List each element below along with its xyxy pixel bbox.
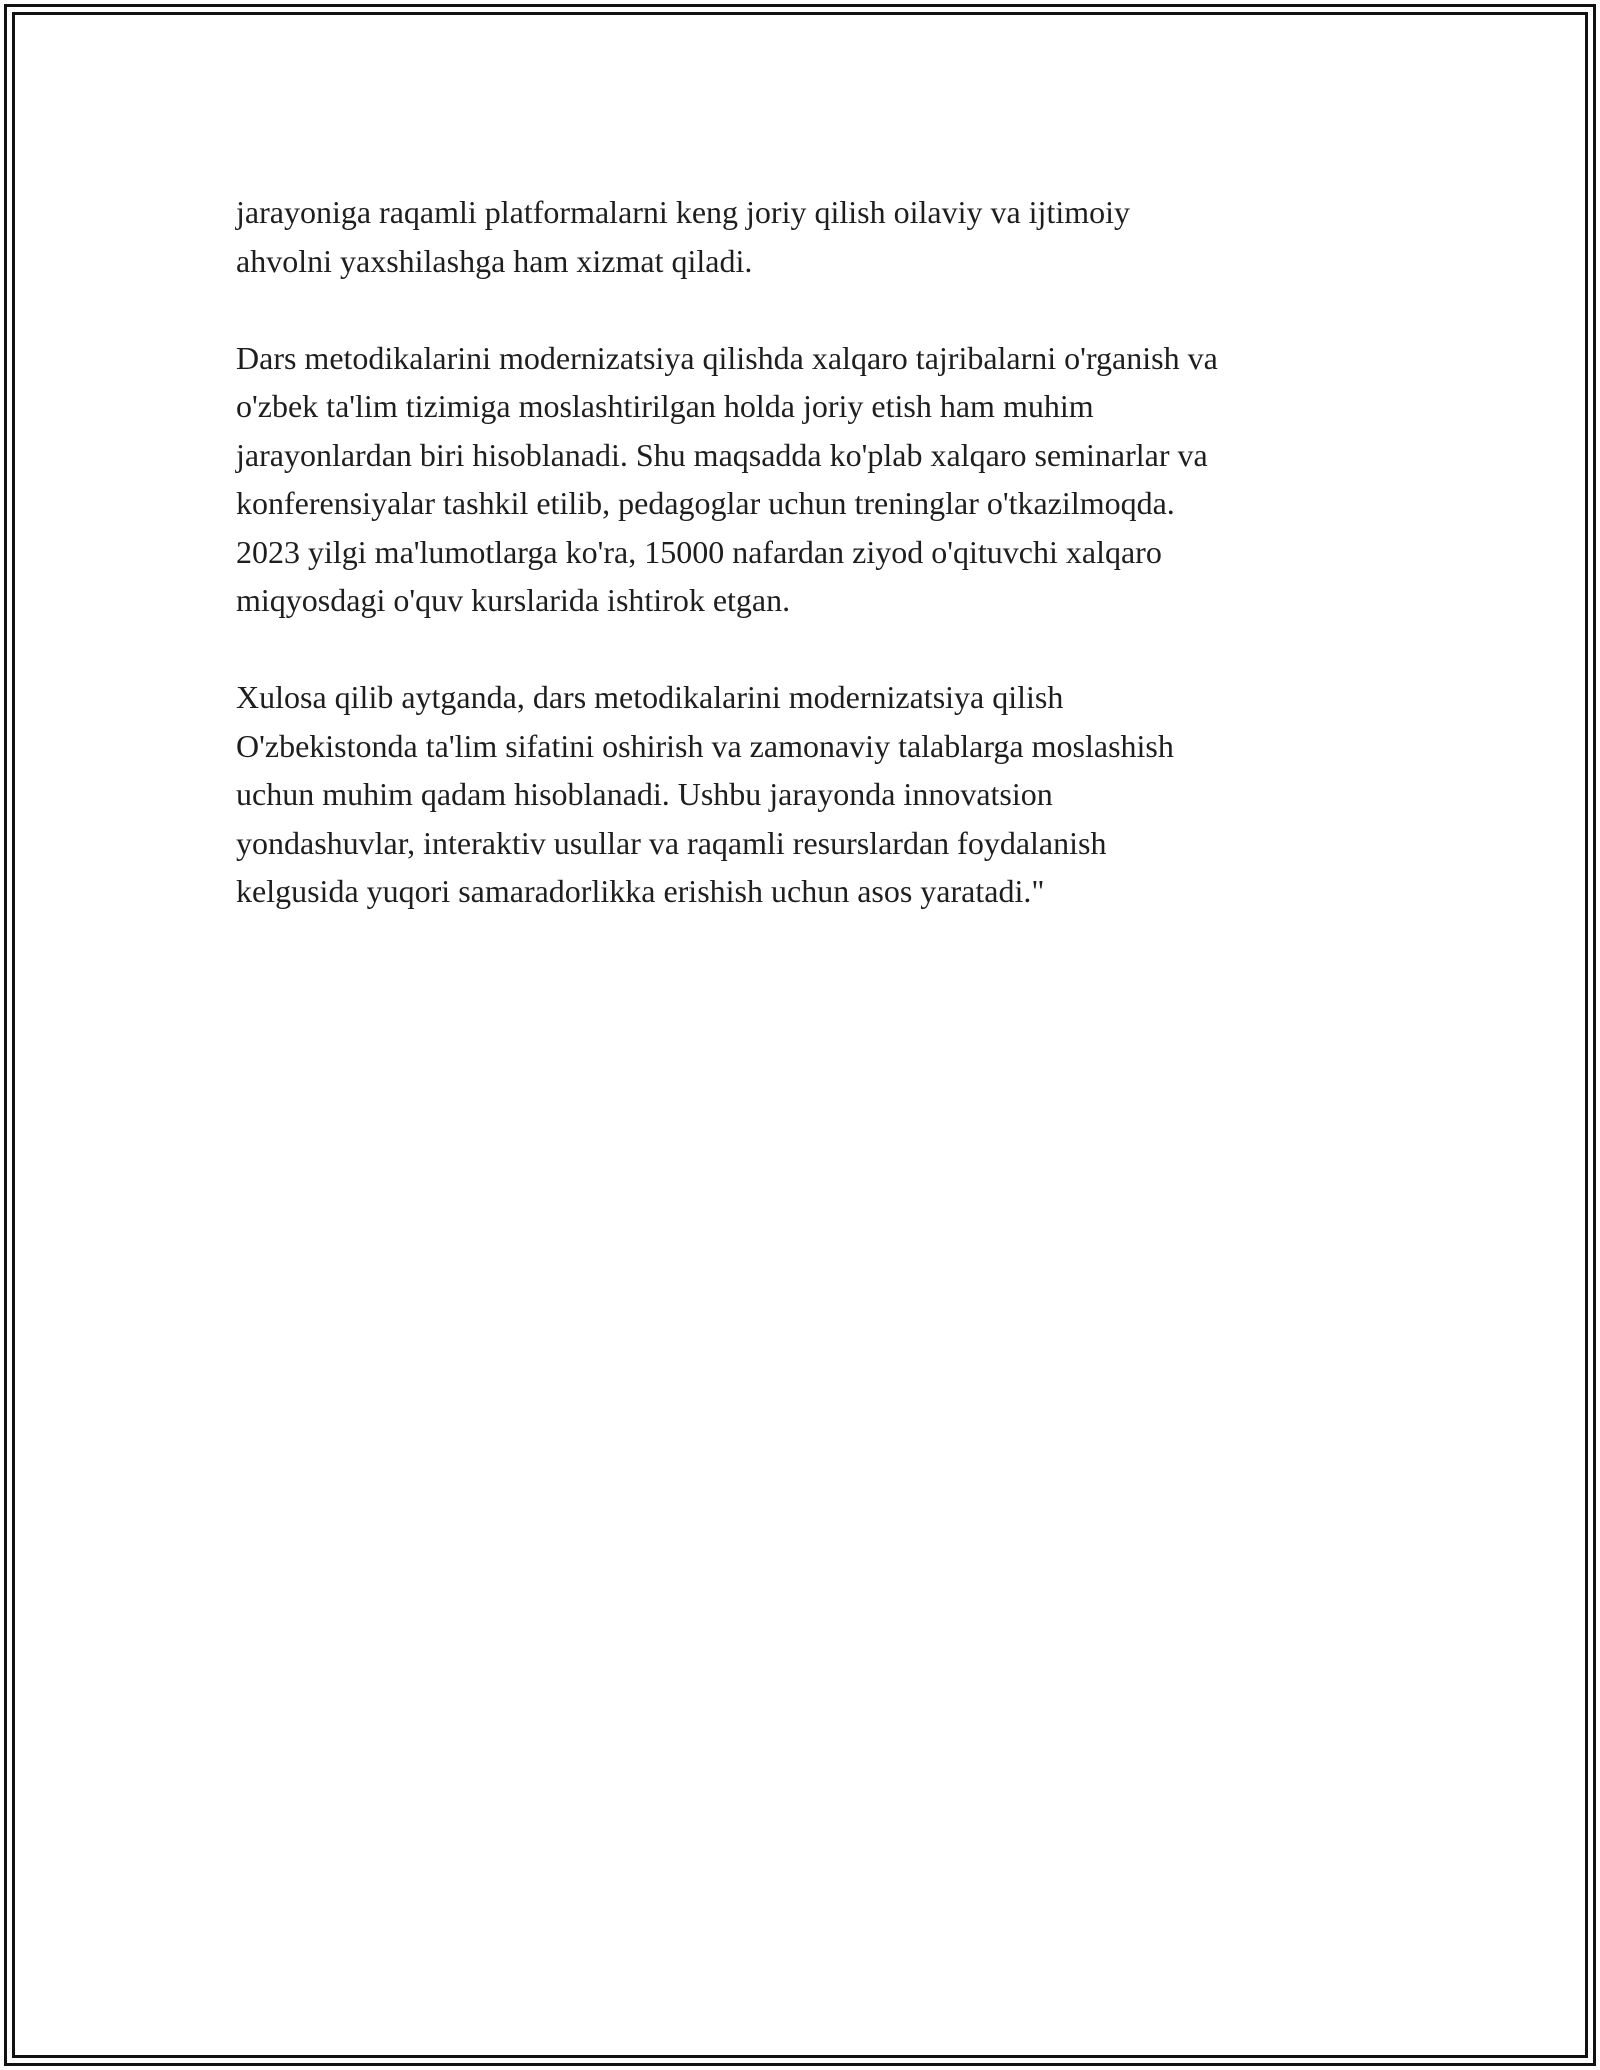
text-line: ahvolni yaxshilashga ham xizmat qiladi.	[236, 242, 753, 279]
text-line: 2023 yilgi ma'lumotlarga ko'ra, 15000 nafardan ziyod o'qituvchi xalqaro	[236, 533, 1162, 570]
text-line: jarayoniga raqamli platformalarni keng joriy qilish oilaviy va ijtimoiy	[236, 194, 1130, 230]
text-line: uchun muhim qadam hisoblanadi. Ushbu jarayonda innovatsion	[236, 776, 1053, 812]
text-line: kelgusida yuqori samaradorlikka erishish uchun asos yaratadi."	[236, 873, 1045, 909]
text-line: Dars metodikalarini modernizatsiya qilishda xalqaro tajribalarni o'rganish va	[236, 339, 1218, 376]
text-line: o'zbek ta'lim tizimiga moslashtirilgan holda joriy etish ham muhim	[236, 388, 1094, 424]
document-body	[236, 188, 1386, 964]
text-line: O'zbekistonda ta'lim sifatini oshirish va zamonaviy talablarga moslashish	[236, 727, 1174, 764]
paragraph-2	[236, 334, 1386, 625]
text-line: miqyosdagi o'quv kurslarida ishtirok etgan.	[236, 582, 791, 618]
text-line: jarayonlardan biri hisoblanadi. Shu maqsadda ko'plab xalqaro seminarlar va	[236, 436, 1208, 473]
text-line: konferensiyalar tashkil etilib, pedagoglar uchun treninglar o'tkazilmoqda.	[236, 485, 1175, 521]
paragraph-3	[236, 673, 1386, 916]
paragraph-1	[236, 188, 1386, 285]
text-line: yondashuvlar, interaktiv usullar va raqamli resurslardan foydalanish	[236, 824, 1107, 861]
text-line: Xulosa qilib aytganda, dars metodikalarini modernizatsiya qilish	[236, 679, 1064, 715]
